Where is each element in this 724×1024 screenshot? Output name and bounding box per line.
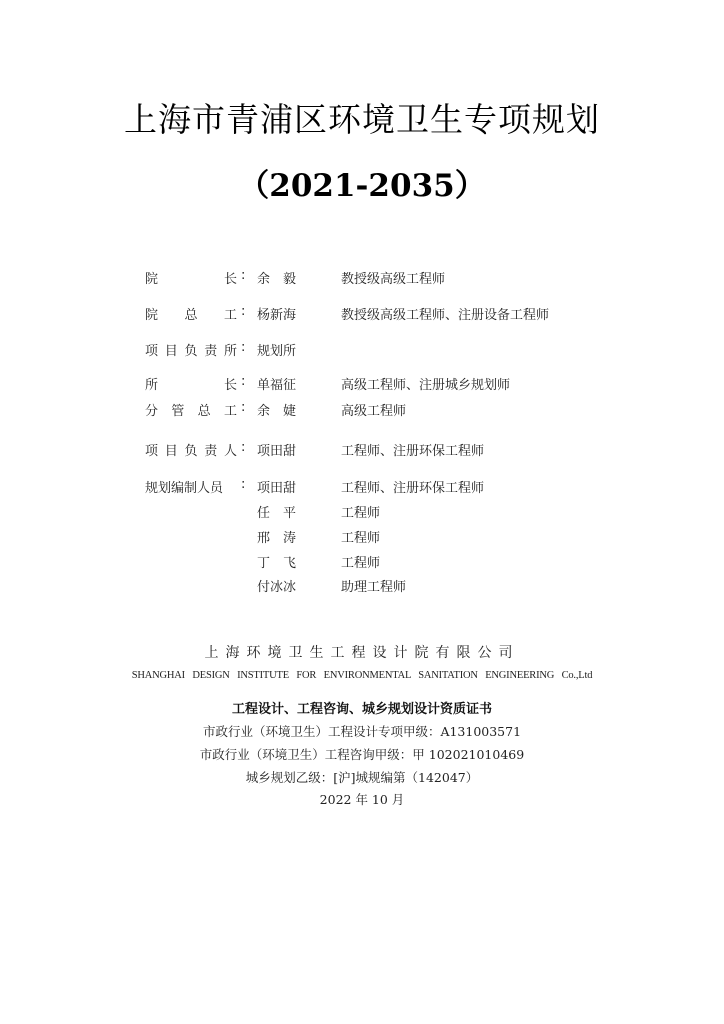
certificate-line: 市政行业（环境卫生）工程咨询甲级：甲 102021010469 [199,747,525,762]
staff-colon: : [241,400,246,415]
staff-colon: : [241,477,246,492]
staff-role-char: 项 [145,344,159,359]
staff-role-char: 目 [164,344,178,359]
certificate-line: 市政行业（环境卫生）工程设计专项甲级：A131003571 [202,724,522,739]
staff-role-char: 工 [223,308,237,323]
staff-role-char: 人 [223,444,237,459]
staff-role-label [145,440,241,459]
staff-title: 高级工程师 [341,404,407,419]
staff-role-label [145,340,241,359]
staff-name: 丁 飞 [257,556,297,571]
staff-title: 工程师、注册环保工程师 [341,444,485,459]
company-name-en: SHANGHAI DESIGN INSTITUTE FOR ENVIRONMENTAL SANITATION ENGINEERING Co.,Ltd [131,670,593,681]
document-title: 上海市青浦区环境卫生专项规划 [124,100,600,139]
staff-role-char: 负 [184,344,198,359]
document-date: 2022 年 10 月 [319,792,405,807]
staff-title: 教授级高级工程师 [341,272,446,287]
certificate-line: 城乡规划乙级：[沪]城规编第（142047） [245,770,479,785]
staff-name: 杨新海 [257,308,297,323]
document-years: （2021-2035） [238,168,486,204]
staff-title: 工程师、注册环保工程师 [341,481,485,496]
staff-role-label [145,268,241,287]
staff-role-char: 责 [204,344,218,359]
staff-title: 高级工程师、注册城乡规划师 [341,378,511,393]
staff-role-char: 长 [223,378,237,393]
staff-role-char: 所 [223,344,237,359]
staff-role-char: 院 [145,272,159,287]
staff-role-char: 总 [197,404,211,419]
staff-name: 付冰冰 [257,580,297,595]
staff-name: 余 婕 [257,404,297,419]
staff-role-label [145,400,241,419]
staff-role-label [145,304,241,323]
certificate-heading: 工程设计、工程咨询、城乡规划设计资质证书 [231,702,492,717]
staff-title: 工程师 [341,531,381,546]
staff-name: 项田甜 [257,481,297,496]
staff-role-char: 总 [184,308,198,323]
staff-colon: : [241,268,246,283]
staff-name: 任 平 [257,506,297,521]
staff-name: 余 毅 [257,272,297,287]
staff-role-char: 工 [223,404,237,419]
staff-title: 教授级高级工程师、注册设备工程师 [341,308,550,323]
staff-colon: : [241,340,246,355]
staff-name: 邢 涛 [257,531,297,546]
staff-title: 助理工程师 [341,580,407,595]
staff-name: 单福征 [257,378,297,393]
staff-name: 项田甜 [257,444,297,459]
staff-role-char: 规划编制人员 [145,481,224,496]
staff-role-char: 所 [145,378,159,393]
staff-role-char: 长 [223,272,237,287]
staff-role-char: 管 [171,404,185,419]
staff-colon: : [241,304,246,319]
company-name-cn: 上海环境卫生工程设计院有限公司 [204,645,520,661]
staff-role-char: 责 [204,444,218,459]
staff-title: 工程师 [341,556,381,571]
staff-role-label [145,477,241,496]
staff-role-label [145,374,241,393]
staff-role-char: 目 [164,444,178,459]
staff-title: 工程师 [341,506,381,521]
staff-role-char: 项 [145,444,159,459]
staff-role-char: 分 [145,404,159,419]
staff-role-char: 院 [145,308,159,323]
staff-name: 规划所 [257,344,297,359]
staff-colon: : [241,374,246,389]
staff-colon: : [241,440,246,455]
staff-role-char: 负 [184,444,198,459]
